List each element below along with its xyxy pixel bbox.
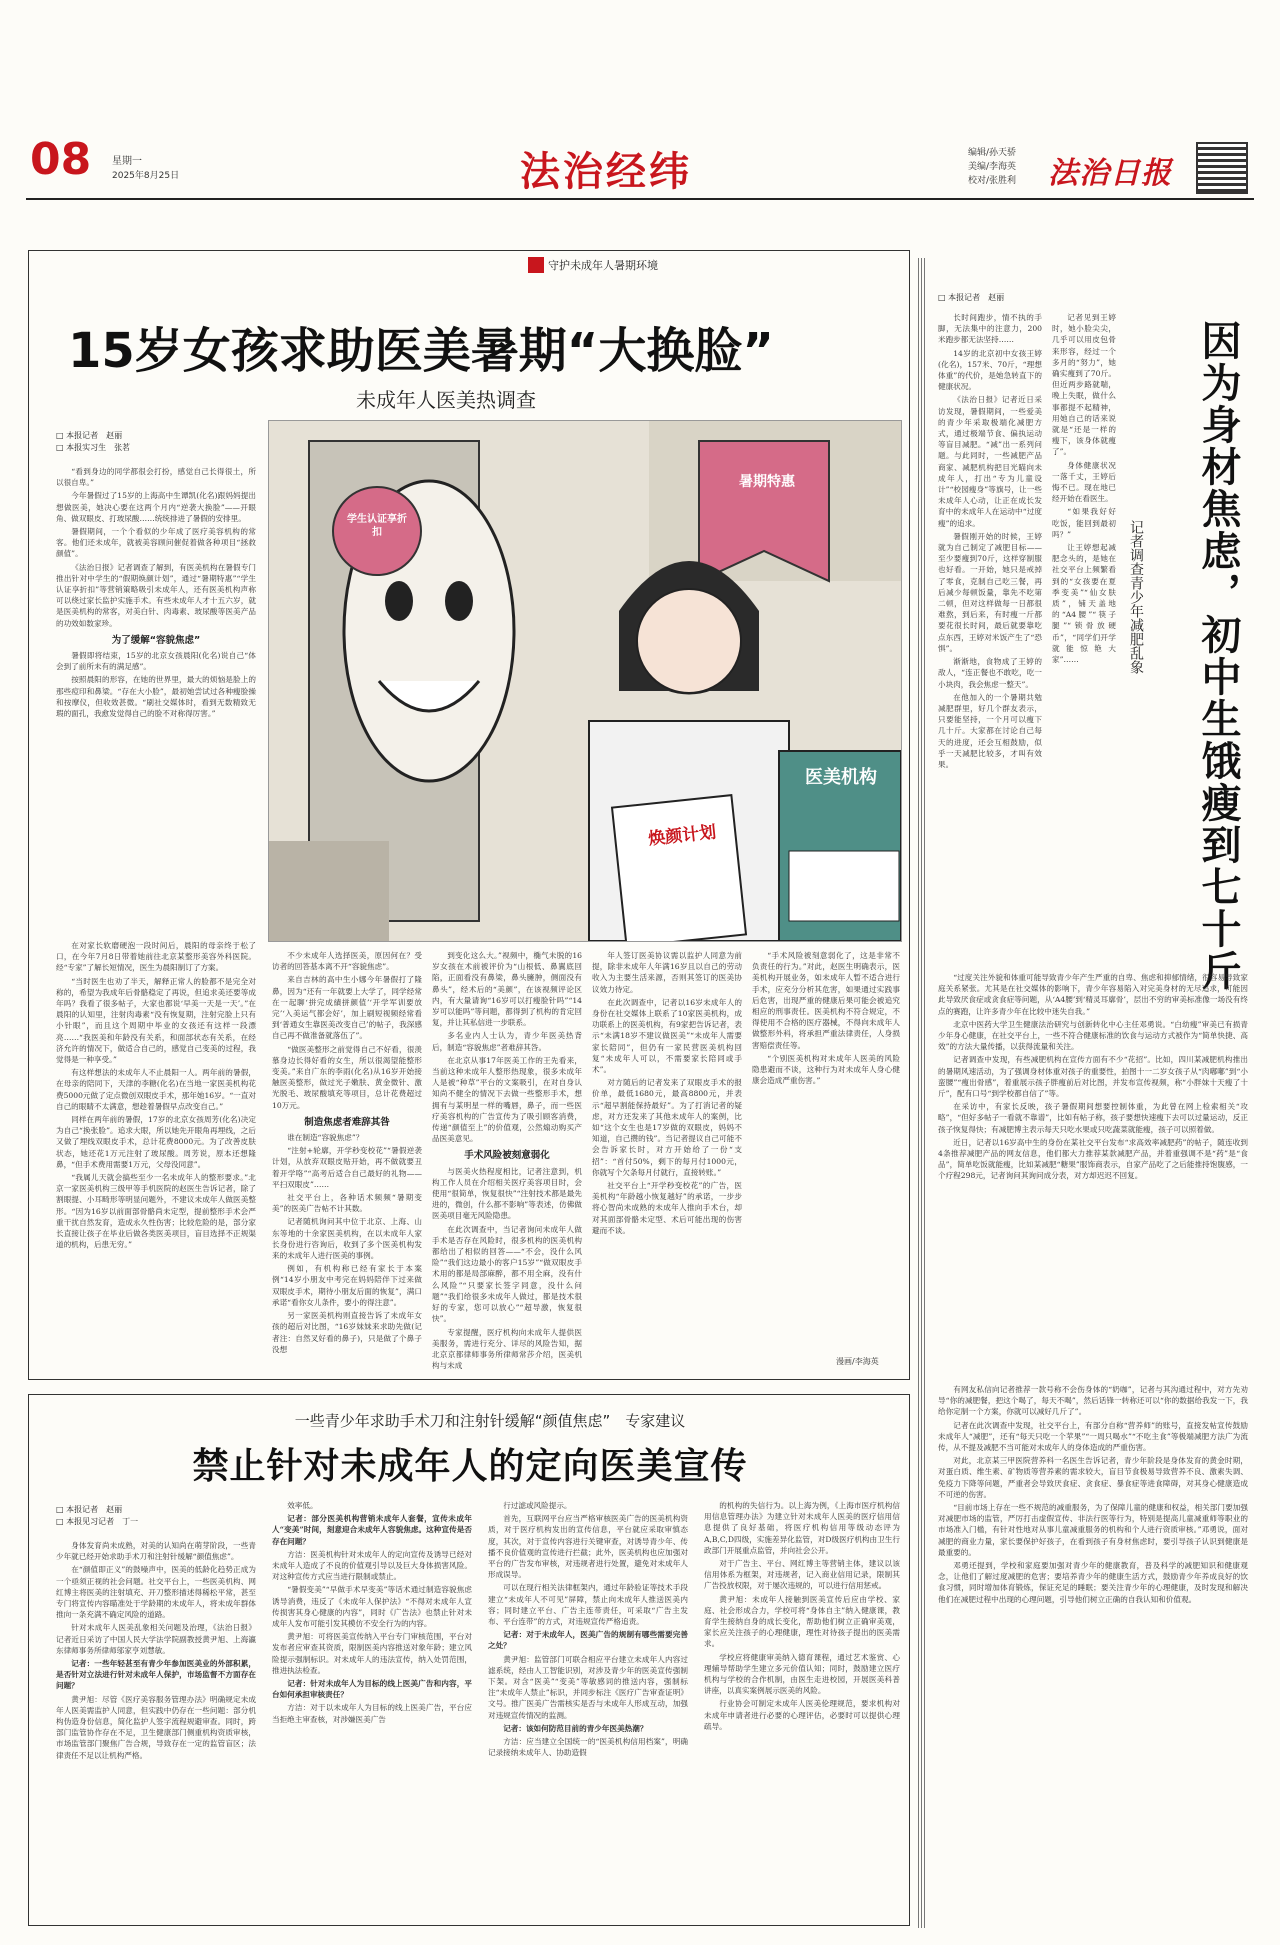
paragraph: 专家提醒，医疗机构向未成年人提供医美服务，需进行充分、详尽的风险告知，据北京京都律师事务所律师常莎介绍，医美机构与未成 xyxy=(432,1327,582,1370)
paragraph: “如果我好好吃饭，能回到最初吗？” xyxy=(1052,507,1116,539)
main-col-5 xyxy=(752,950,900,1350)
paragraph: 谁在制造“容貌焦虑”？ xyxy=(287,1133,364,1143)
main-subheadline: 未成年人医美热调查 xyxy=(356,388,536,412)
qr-code[interactable] xyxy=(1196,142,1248,194)
paragraph: 记者在此次调查中发现，社交平台上，有部分自称“营养师”的账号，直接发帖宣传鼓励未成年人“减肥”，还有“每天只吃一个苹果”“一周只喝水”“不吃主食”等极端减肥方法广为流传，从不提及减肥不当可能对未成年人的身体造成的严重伤害。 xyxy=(938,1420,1248,1453)
question: 记者：部分医美机构营销未成年人套餐，宣传未成年人“变美”时间，刻意迎合未成年人容貌焦虑。这种宣传是否存在问题？ xyxy=(272,1514,472,1546)
paragraph: 近日，记者以16岁高中生的身份在某社交平台发布“求高效率减肥药”的帖子，随连收到4条推荐减肥产品的网友信息，他们都大力推荐某款减肥产品，并着重强调不是“药”是“食品”，简单吃饭就能瘦，比如某减肥“糖果”服饰商表示，自家产品吃了之后能推持饱腹感，一个疗程298元，记者询问其询问成分表，对方却迟迟不回复。 xyxy=(938,1137,1248,1181)
banner-tag xyxy=(528,254,658,276)
paragraph: 针对未成年人医美乱象相关问题及治理，《法治日报》记者近日采访了中国人民大学法学院副教授黄尹旭、上海瀛东律师事务所律师邬家亨刘慧敏。 xyxy=(56,1623,256,1655)
art-editor-line: 美编/李海英 xyxy=(968,162,1017,172)
main-col-2 xyxy=(272,950,422,1370)
bottom-kicker: 一些青少年求助手术刀和注射针缓解“颜值焦虑” 专家建议 xyxy=(294,1412,686,1430)
paragraph: 按照晨阳的形容，在她的世界里，最大的烦恼是脸上的那些痘印和鼻梁。“存在大小脸”，最初她尝试过各种瘦脸操和按摩仪，但收效甚微。“刷社交媒体时，看到无数精致无瑕的面孔，我愈发觉得自己的脸不对称得厉害。” xyxy=(56,675,256,719)
bottom-byline xyxy=(56,1504,138,1528)
editor-line: 编辑/孙天骄 xyxy=(968,148,1017,158)
paragraph: 学校应将健康审美纳入德育课程，通过艺术鉴赏、心理辅导帮助学生建立多元价值认知；同时，鼓励建立医疗机构与学校的合作机制，由医生走进校园，开展医美科普讲座，以真实案例展示医美的风险。 xyxy=(704,1652,900,1696)
paragraph: 今年暑假过了15岁的上海高中生谭凯(化名)跟妈妈提出想做医美，她决心要在这两个月内“逆袭大换脸”——开眼角、做双眼皮、打玻尿酸……统统排进了暑假的安排里。 xyxy=(56,491,256,523)
paragraph: “看到身边的同学都很会打扮，感觉自己长得很土，所以很自卑。” xyxy=(56,467,256,488)
paragraph: 有这样想法的未成年人不止晨阳一人。两年前的暑假，在母亲的陪同下，天津的李糖(化名)在当地一家医美机构花费5000元做了定点微创双眼皮手术，那年她16岁。“一直对自己的眼睛不太满意，想趁着暑假早点改变自己。” xyxy=(56,1068,256,1111)
answer: 方洁：对于以未成年人为目标的线上医美广告，平台应当拒绝主审查核，对涉嫌医美广告 xyxy=(272,1703,472,1724)
page-number: 08 xyxy=(30,134,92,185)
paragraph: 《法治日报》记者调查了解到，有医美机构在暑假专门推出针对中学生的“假期焕颜计划”，通过“暑期特惠”“学生认证享折扣”等营销策略吸引未成年人，还有医美机构声称可以绕过家长监护实施手术。有些未成年人才十五六岁，就是医美机构的常客，对美白针、肉毒素、玻尿酸等医美产品的功效如数家珍。 xyxy=(56,562,256,628)
side-byline: □ 本报记者 赵丽 xyxy=(938,293,1005,302)
paragraph: 到变化这么大。”视频中，椭气未脱的16岁女孩在术前被评价为“山根低、鼻翼底回陷，正面看没有鼻梁，鼻头臃肿，侧面没有鼻头”，经术后的“美颜”，在该视频评论区内，有大量请询“16岁可以打瘦脸针吗”“14岁可以能吗”等问题，都得到了机构的肯定回复，并让其私信进一步联系。 xyxy=(432,951,582,1028)
question: 记者：对于未成年人，医美广告的规制有哪些需要完善之处？ xyxy=(488,1630,688,1651)
paragraph: 行过滤或风险提示。 xyxy=(503,1501,572,1510)
paragraph: 身体发育尚未成熟，对美的认知尚在萌芽阶段，一些青少年就已经开始求助手术刀和注射针缓解“颜值焦虑”。 xyxy=(56,1541,256,1562)
paragraph: 长时间跑步，情不执的手脚，无法集中的注意力，200米跑步都无法坚持…… xyxy=(938,313,1042,345)
bottom-col-4 xyxy=(704,1500,900,1918)
editor-credits xyxy=(968,146,1016,188)
bottom-headline: 禁止针对未成年人的定向医美宣传 xyxy=(192,1445,748,1487)
bottom-col-1 xyxy=(56,1540,256,1918)
answer: 方洁：医美机构针对未成年人的定向宣传及诱导已经对未成年人造成了不良的价值观引导以及巨大身体损害风险。对这种宣传方式应当进行限制或禁止。 xyxy=(272,1549,472,1582)
paragraph: 不少未成年人选择医美，原因何在？受访者的回答基本离不开“容貌焦虑”。 xyxy=(272,951,422,972)
byline-intern: □ 本报实习生 张茗 xyxy=(56,443,131,452)
byline-reporter: □ 本报记者 赵丽 xyxy=(56,1505,123,1514)
main-col-1a xyxy=(56,466,256,936)
answer: 黄尹旭：监管部门可联合相应平台建立未成年人内容过滤系统，经由人工智能识别，对涉及青少年的医美宣传强制下架。对含“医美”“变美”等敏感词的推送内容，强制标注“未成年人禁止”标识，并同步标注《医疗广告审查证明》文号。推广医美广告需核实是否与未成年人形成互动，加强对违规宣传情况的监测。 xyxy=(488,1654,688,1720)
subheading: 为了缓解“容貌焦虑” xyxy=(111,634,201,646)
paragraph: 北京中医药大学卫生健康法治研究与创新转化中心主任邓勇说。“白幼瘦”审美已有损青少年身心健康，在社交平台上，一些不符合健康标准的饮食与运动方式被作为“简单快捷、高效”的方法大量传播，以获得流量和关注。 xyxy=(938,1019,1248,1052)
paragraph: 在此次调查中，当记者询问未成年人做手术是否存在风险时，很多机构的医美机构都给出了相似的回答——“不会，没什么风险”“我们这边最小的客户15岁”“做双眼皮手术用的都是局部麻醉，都不用全麻，没有什么风险”“只要家长签字同意，没什么问题”“我们给很多未成年人做过，都是技术很好的专家，您可以放心”“超导激，恢复很快”。 xyxy=(432,1224,582,1324)
illustration-svg xyxy=(269,421,901,941)
paragraph: 社交平台上，各种话术频频“暑期变美”的医美广告帖不计其数。 xyxy=(272,1193,422,1214)
paragraph: “注射+轮廓，开学秒变校花”“暑假逆袭计划，从放弃双眼皮贴开始，再不做就要丑着开学咯”“高考后适合自己最好的礼物——平扫双眼皮”…… xyxy=(272,1146,422,1189)
answer: 黄尹旭：可将医美宣传纳入平台专门审核范围，平台对发布者应审查其资质，限制医美内容推送对象年龄；建立风险提示强制标识。对未成年人的违法宣传，纳入处罚范围，推进执法检查。 xyxy=(272,1632,472,1675)
paragraph: “做医美整形之前觉得自己不好看，很羡慕身边长得好看的女生，所以很渴望能整形变美。”来自广东的李雨(化名)从16岁开始接触医美整形，做过光子嫩肤、黄金微针、激光脱毛、玻尿酸填充等项目，总计花费超过10万元。 xyxy=(272,1044,422,1110)
side-col-b xyxy=(1052,312,1116,962)
illustration xyxy=(268,420,902,942)
paragraph: 让王婷想起减肥念头的，是她在社交平台上频繁看到的“女孩要在夏季变美”“仙女肤质”，铺天盖地的“A4腰”“筷子腿”“锁骨放硬币”，“同学们开学就能惊艳大家”…… xyxy=(1052,543,1116,665)
paragraph: “目前市场上存在一些不规范的减重服务，为了保障儿童的健康和权益，相关部门要加强对减肥市场的监管，严厉打击虚假宣传、非法行医等行为，特别是提高儿童减重师等职业的市场准入门槛，有针对性地对从事儿童减重服务的机构和个人进行资质审核。”邓勇说，面对减肥的商业力量，家长要保护好孩子，在看到孩子有身材焦虑时，要引导孩子认识到健康是最重要的。 xyxy=(938,1503,1248,1557)
paragraph: 另一家医美机构则直接告诉了未成年女孩的超后对比图，“16岁妹妹来求助先做(记者注：自然叉好看的鼻子)，只是做了个鼻子没想 xyxy=(272,1311,422,1354)
paragraph: 例如，有机构称已经有家长于本案例“14岁小朋友中考完在妈妈陪伴下过来做双眼皮手术，期待小朋友后面的恢复”，满口承诺“看你女儿条件，要小的得注意”。 xyxy=(272,1264,422,1307)
main-headline: 15岁女孩求助医美暑期“大换脸” xyxy=(68,323,774,379)
banner-logo-icon xyxy=(528,257,544,273)
paragraph: 社交平台上“开学秒变校花”的广告，医美机构“年龄越小恢复越好”的承诺，一步步将心智尚未成熟的未成年人推向手术台，却对其面部骨骼未定型、术后可能出现的伤害避而不谈。 xyxy=(592,1181,742,1235)
paragraph: 对此，北京某三甲医院营养科一名医生告诉记者，青少年阶段是身体发育的黄金时期，对蛋白质、维生素、矿物质等营养素的需求较大，盲目节食极易导致营养不良、激素失调、免疫力下降等问题，严重者会导致厌食症、贪食症、暴食症等进食障碍，对其身心健康造成不可逆的伤害。 xyxy=(938,1456,1248,1499)
issue-date: 2025年8月25日 xyxy=(112,171,180,181)
banner-label: 守护未成年人暑期环境 xyxy=(548,259,658,272)
paragraph: 暑假即将结束，15岁的北京女孩晨阳(化名)说自己“体会到了前所未有的满足感”。 xyxy=(56,651,256,672)
paragraph: 渐渐地，食物成了王婷的敌人，“连正餐也不敢吃，吃一小块肉，我会焦虑一整天”。 xyxy=(938,657,1042,689)
question: 记者：该如何防范目前的青少年医美热潮？ xyxy=(503,1723,648,1733)
paragraph: 年人签订医美协议需以监护人同意为前提，除非未成年人年满16岁且以自己的劳动收入为主要生活来源，否则其签订的医美协议效力待定。 xyxy=(592,951,742,994)
paragraph: 与医美火热程度相比，记者注意到，机构工作人员在介绍相关医疗美容项目时，会使用“很简单，恢复很快”“注射技术都是最先进的，微创，什么都不影响”等表述，仿佛做医美项目毫无风险隐患。 xyxy=(432,1166,582,1221)
paragraph: 的机构的失信行为。以上海为例，《上海市医疗机构信用信息管理办法》为建立针对未成年人医美的医疗信用信息提供了良好基础，将医疗机构信用等级动态评为A,B,C,D四级，实施差异化监管，对D级医疗机构由卫生行政部门开展重点监管，并向社会公开。 xyxy=(704,1501,900,1555)
side-headline-vertical: 因为身材焦虑，初中生饿瘦到七十斤 xyxy=(1195,320,1242,992)
masthead-logo: 法治日报 xyxy=(1048,156,1172,191)
paragraph: 来自吉林的高中生小娜今年暑假打了隆鼻，因为“还有一年就要上大学了，同学经常在一起聊‘拼完成績拼颜值’‘开学军训要放完’‘入美运气都会好’，加上刷短视频经常看到‘普通女生靠医美改变自己’的帖子，我深感自己再不做准备就落伍了”。 xyxy=(272,975,422,1041)
proofreader-line: 校对/张胜利 xyxy=(968,176,1017,186)
paragraph: “当时医生也劝了半天，解释正常人的脸都不是完全对称的，希望为我成年后骨骼稳定了再说，但追求美还要等成年吗？我看了很多帖子，大家也都说‘早美一天是一天’。”在晨阳的认知里，注射肉毒素“没有恢复期，注射完脸上只有小针眼”，而且这个周期中毕业的女孩还有这样一段漂亮……“我医美和年龄没有关系，和面部状态有关系，在经济允许的情况下，做适合自己的，感觉自己变美的过程，我觉得是一种享受。” xyxy=(56,976,256,1065)
paragraph: 多名业内人士认为，青少年医美热背后，制造“容貌焦虑”者难辞其咎。 xyxy=(432,1031,582,1052)
main-col-4 xyxy=(592,950,742,1370)
side-divider xyxy=(918,258,926,1928)
paragraph: 同样在两年前的暑假，17岁的北京女孩周芳(化名)决定为自己“换张脸”。追求大眼，所以她先开眼角再埋线，之后又做了埋线双眼皮手术，总计花费8000元。为了改善皮肤状态，她还花1万元注射了玻尿酸。周芳说，原本还想隆鼻，“但手术费用需要1万元，父母没同意”。 xyxy=(56,1115,256,1169)
paragraph: 在北京从事17年医美工作的王先看来，当前这种未成年人整形热现象，很多未成年人是被“种草”平台的文案吸引，在对自身认知尚不健全的情况下去做一些整形手术，想拥有与某明星一样的嘴唇，鼻子，而一些医疗美容机构的广告宣传为了吸引顾客消费，传递“颜值至上”的价值观，公然煽动购买产品医美意见。 xyxy=(432,1055,582,1144)
answer: “暑假变美”“早做手术早变美”等话术通过制造容貌焦虑诱导消费，违反了《未成年人保护法》“不得对未成年人宣传损害其身心健康的内容”，同时《广告法》也禁止针对未成年人发布可能引发其模仿不安全行为的内容。 xyxy=(272,1585,472,1629)
side-col-a xyxy=(938,312,1042,962)
paragraph: “过度关注外貌和体重可能导致青少年产生严重的自卑、焦虑和抑郁情绪，很容易导致家庭关系紧张。尤其是在社交媒体的影响下，青少年容易陷入对完美身材的无尽追求，可能因此导致厌食症或贪食症等问题，从‘A4腰’到‘精灵耳廓骨’，层出不穷的审美标准像一场没有终点的赛跑，让许多青少年在比较中迷失自我。” xyxy=(938,973,1248,1016)
paragraph: 在“颜值即正义”的鼓噪声中，医美的低龄化趋势正成为一个亟须正视的社会问题。社交平台上，一些医美机构、网红博主将医美的注射填充、开刀整形描述得稀松平常，甚至专门将宣传内容瞄准处于学龄期的未成年人，将未成年群体推向一条充满不确定风险的道路。 xyxy=(56,1565,256,1620)
weekday: 星期一 xyxy=(112,156,142,167)
bottom-col-2 xyxy=(272,1500,472,1918)
paragraph: 对方随后的记者发来了双眼皮手术的报价单，最低1680元，最高8800元，并表示“超早割能保持最好”。为了打消记者的疑虑，对方还发来了其他未成年人的案例，比如“这个女生也是17岁做的双眼皮，妈妈不知道，自己攒的钱”。当记者提议自己可能不会告诉家长时，对方开始给了一份“支招”：“首付50%，剩下的每月付1000元，你就写个欠条每月付就行，直接转账。” xyxy=(592,1078,742,1177)
paragraph: 行业协会可制定未成年人医美伦理规范，要求机构对未成年申请者进行必要的心理评估，必要时可以提供心理疏导。 xyxy=(704,1699,900,1731)
paragraph: 暑假刚开始的时候，王婷就为自己制定了减肥目标——至少要瘦到70斤，这样穿制服也好看。一开始，她只是戒掉了零食，克制自己吃三餐，再后减少每顿饭量，靠先不吃第二顿，但对这样做每一日都很难熬，到后来，有时瘦一斤都要花很长时间，最后就要靠吃点东西，王婷对米饭产生了“恐惧”。 xyxy=(938,531,1042,653)
paragraph: 首先，互联网平台应当严格审核医美广告的医美机构资质，对于医疗机构发出的宣传信息，平台就应采取审慎态度，其次，对于宣传内容进行关键审查，对诱导青少年、传播不良价值观的宣传进行拦截；此外，医美机构也应加强对平台的广告发布审核，对违规者进行处置，避免对未成年人形成误导。 xyxy=(488,1514,688,1580)
answer: 黄尹旭：尽管《医疗美容服务管理办法》明确规定未成年人医美需监护人同意，但实践中仍存在一些问题：部分机构伪造身份信息，简化监护人签字流程规避审查。同时，跨部门监管协作存在不足，卫生健康部门侧重机构资质审核，市场监管部门聚焦广告合规，导致存在一定的监管盲区；法律责任不足以让机构严格。 xyxy=(56,1694,256,1760)
paragraph: 记者随机询问其中位于北京、上海、山东等地的十余家医美机构，在以未成年人家长身份进行咨询后，收到了多个医美机构发来的未成年人进行医美的事例。 xyxy=(272,1217,422,1261)
paragraph: 邓勇还提到，学校和家庭要加强对青少年的健康教育，普及科学的减肥知识和健康观念，让他们了解过度减肥的危害；要培养青少年的健康生活方式，鼓励青少年养成良好的饮食习惯，同时增加体育锻炼，保证充足的睡眠；要关注青少年的心理健康，及时发现和解决他们在减肥过程中出现的心理问题，引导他们树立正确的自我认知和价值观。 xyxy=(938,1561,1248,1604)
paragraph: 在对家长软磨硬泡一段时间后，晨阳的母亲终于松了口，在今年7月8日带着她前往北京某整形美容外科医院。经“专家”了解长短情况，医生为晨阳制订了方案。 xyxy=(56,941,256,973)
paragraph: 在他加入的一个暑期共勉减肥群里，好几个群友表示，只要能坚持，一个月可以瘦下几十斤。大家都在讨论自己每天的进度，还会互相鼓励，似乎一天减肥比较多，才叫有效果。 xyxy=(938,692,1042,769)
clinic-sign-label: 医美机构 xyxy=(805,767,877,788)
side-col-d xyxy=(938,1384,1248,1924)
paragraph: 效率低。 xyxy=(287,1501,318,1510)
question: 记者：一些年轻甚至有青少年参加医美业的外部积累，是否针对立法进行针对未成年人保护，市场监督不方面存在问题？ xyxy=(56,1659,256,1691)
paragraph: 有网友私信向记者推荐一款号称不会伤身体的“奶咖”，记者与其沟通过程中，对方先劝导“你的减肥餐，把这个喝了，每天不喝”，然后话锋一转称还可以“你的数据给我发一下，我给你定制一个方案，你就可以减好几斤了”。 xyxy=(938,1385,1248,1417)
subheading: 手术风险被刻意弱化 xyxy=(464,1150,550,1162)
side-col-c xyxy=(938,972,1248,1372)
paragraph: 《法治日报》记者近日采访发现，暑假期间，一些爱美的青少年采取极端化减肥方式，通过极端节食、偏执运动等盲目减肥。“减”出一系列问题。与此同时，一些减肥产品商家、减肥机构把目光瞄向未成年人，打出“专为儿童设计”“校园瘦身”等旗号，让一些未成年人心动，让正在成长发育中的未成年人在运动中“过度瘦”的追求。 xyxy=(938,395,1042,528)
paragraph: “个别医美机构对未成年人医美的风险隐患避而不谈，这种行为对未成年人身心健康会造成严重伤害。” xyxy=(752,1053,900,1086)
paragraph: 记者调查中发现，有些减肥机构在宣传方面有不少“花招”。比如，四川某减肥机构推出的暑期风速活动，为了强调身材体重对孩子的重要性，拍图十一二岁女孩子从“肉嘟嘟”到“小蛮腰”“瘦出骨感”，着重展示孩子胖瘦前后对比图，并发布宣传视频，称“小胖妹十天瘦了十斤”，配有口号“到学校都自信了”等。 xyxy=(938,1055,1248,1099)
paragraph: 黄尹旭：未成年人接触到医美宣传后应由学校、家庭、社会形成合力，学校可将“身体自主”纳入健康课，教育学生接纳自身的成长变化，帮助他们树立正确审美观，家长应关注孩子的心理健康，理性对待孩子提出的医美需求。 xyxy=(704,1594,900,1649)
paragraph: 对于广告主、平台、网红博主等营销主体，建议以该信用体系为框架，对违规者，记入商业信用记录，限制其广告投放权限，对于屡次违规的，可以进行信用惩戒。 xyxy=(704,1559,900,1591)
paragraph: “手术风险被刻意弱化了，这是非常不负责任的行为。”对此，赵医生明确表示，医美机构开展业务，如未成年人暂不适合进行手术，应充分分析其危害，如果通过实践事后危害，出现严重的健康后果可能会被追究相应的刑事责任。医美机构不符合规定，不得使用不合格的医疗器械，不得向未成年人做整形外科，将承担严重法律责任，人身损害赔偿责任等。 xyxy=(752,951,900,1050)
paragraph: “我属儿天就会搞些至少一名未成年人的整形要求。”北京一家医美机构三级甲等手机医院的赵医生告诉记者，除了割眼提、小耳畸形等明显问题外，不建议未成年人做医美整形。“因为16岁以前面部骨骼尚未定型，提前整形手术会严重干扰自然发育，造成永久性伤害；比较危险的是，部分家长直接让孩子在毕业后做各类医美项目，盲目选择不正规渠道的机构，后患无穷。” xyxy=(56,1173,256,1250)
paragraph: 身体健康状况一落千丈，王婷后悔不已。现在地已经开始在看医生。 xyxy=(1052,460,1116,504)
main-byline xyxy=(56,430,130,454)
paragraph: 记者见到王婷时，她小脸尖尖，几乎可以用皮包骨来形容，经过一个多月的“努力”，她确实瘦到了70斤。但近两步路就喘，晚上失眠，做什么事都提不起精神，用她自己的话来说就是“还是一样的瘦下，该身体就瘦了”。 xyxy=(1052,313,1116,457)
promo-student-label: 学生认证享折扣 xyxy=(347,514,407,538)
section-title: 法治经纬 xyxy=(520,148,692,195)
promo-summer-label: 暑期特惠 xyxy=(739,474,795,490)
paragraph: 在此次调查中，记者以16岁未成年人的身份在社交媒体上联系了10家医美机构，成功联系上的医美机构，有9家把告诉记者，表示“未满18岁不建议做医美”“未成年人需要家长陪同”，但仍有一家民营医美机构回复“未成年人可以，不需要家长陪同或手术”。 xyxy=(592,997,742,1075)
illustration-credit: 漫画/李海英 xyxy=(836,1357,879,1366)
header-rule xyxy=(26,198,1254,200)
paragraph: 14岁的北京初中女孩王婷(化名)，157米、70斤，“理想体重”的代价，是她急转直下的健康状况。 xyxy=(938,348,1042,392)
paragraph: 暑假期间，一个个看似的少年成了医疗美容机构的常客。他们还未成年，就被美容顾问催促着做各种项目“拯救颜值”。 xyxy=(56,527,256,559)
plan-sheet-label: 焕颜计划 xyxy=(647,822,718,850)
paragraph: 在采访中，有家长反映，孩子暑假期间想要控制体重，为此曾在网上检索相关“攻略”，“但好多帖子一看就不靠谱”，比如有帖子称，孩子要想快速瘦下去可以过量运动，反正孩子恢复得快；有减肥博主表示每天只吃水果或只吃蔬菜就能瘦，孩子可以照着做。 xyxy=(938,1102,1248,1134)
main-col-1b xyxy=(56,940,256,1372)
paragraph: 可以在现行相关法律框架内，通过年龄验证等技术手段建立“未成年人不可见”屏障，禁止向未成年人推送医美内容；同时建立平台、广告主连带责任，可采取“广告主发布、平台连带”的方式，对违规宣传严格追责。 xyxy=(488,1583,688,1627)
answer: 方洁：应当建立全国统一的“医美机构信用档案”，明确记录接纳未成年人、协助造假 xyxy=(488,1737,688,1758)
byline-trainee: □ 本报见习记者 丁一 xyxy=(56,1517,139,1526)
main-col-3 xyxy=(432,950,582,1370)
byline-reporter: □ 本报记者 赵丽 xyxy=(56,431,123,440)
question: 记者：针对未成年人为目标的线上医美广告和内容，平台如何承担审核责任？ xyxy=(272,1679,472,1700)
side-subheadline-vertical: 记者调查青少年减肥乱象 xyxy=(1128,520,1144,674)
bottom-col-3 xyxy=(488,1500,688,1918)
subheading: 制造焦虑者难辞其咎 xyxy=(304,1116,390,1128)
